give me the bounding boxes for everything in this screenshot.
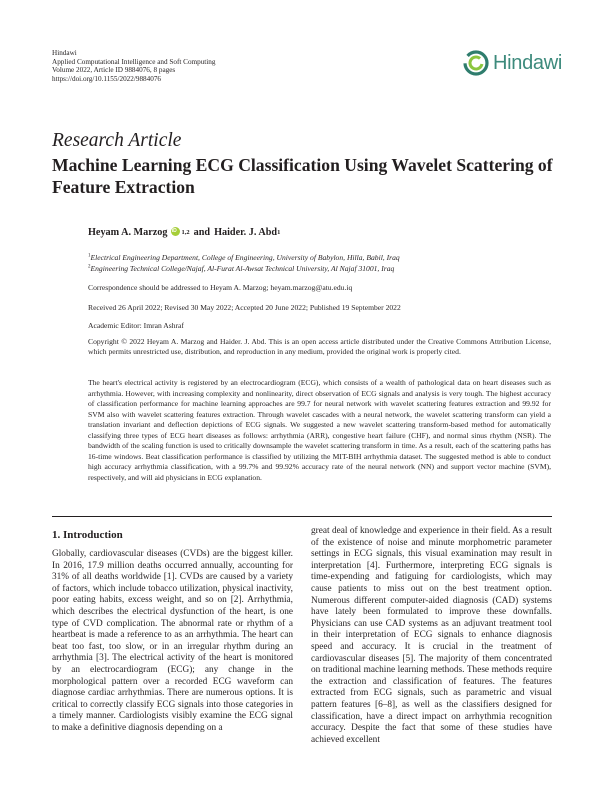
hindawi-rings-logo-icon (462, 49, 490, 77)
author-name: Heyam A. Marzog (88, 227, 168, 238)
correspondence: Correspondence should be addressed to Heyam A. Marzog; heyam.marzog@atu.edu.iq (88, 283, 353, 292)
paper-title: Machine Learning ECG Classification Using Wavelet Scattering of Feature Extraction (52, 155, 553, 197)
section-heading: 1. Introduction (52, 529, 123, 541)
affiliation-mark: 1 (88, 253, 91, 259)
logo-wordmark: Hindawi (493, 51, 563, 74)
author-name: Haider. J. Abd (214, 227, 278, 238)
hindawi-logo (462, 49, 562, 77)
author-list (88, 227, 280, 238)
author-connector: and (193, 227, 211, 238)
publisher-name: Hindawi (52, 49, 77, 57)
orcid-icon[interactable] (171, 227, 180, 236)
affiliation (88, 264, 394, 273)
affiliation-mark: 2 (88, 264, 91, 270)
section-divider (52, 516, 552, 517)
copyright-notice: Copyright © 2022 Heyam A. Marzog and Haider. J. Abd. This is an open access article distributed under the Creative Commons Attribution License, which permits unrestricted use, distribution, and reproduction in any medium, provided the original work is properly cited. (88, 337, 551, 357)
journal-name: Applied Computational Intelligence and Soft Computing (52, 57, 216, 66)
author-affiliation-mark: 1 (277, 229, 281, 236)
affiliation (88, 253, 400, 262)
doi-link[interactable]: https://doi.org/10.1155/2022/9884076 (52, 74, 162, 83)
affiliation-text: Engineering Technical College/Najaf, Al-Furat Al-Awsat Technical University, Al Najaf 31001, Iraq (90, 264, 395, 273)
body-text-right-column: great deal of knowledge and experience in their field. As a result of the existence of noise and minute morphometric parameter settings in ECG signals, this visual examination may result in interpretation [4]. Furthermore, interpreting ECG signals is time-expending and fatiguing for cardiologists, which may cause patients to miss out on the best treatment option. Numerous different computer-aided diagnosis (CAD) systems have lately been formulated to improve these downfalls. Physicians can use CAD systems as an adjuvant treatment tool in their interpretation of ECG signals to enhance diagnosis speed and accuracy. It is crucial in the treatment of cardiovascular diseases [5]. The majority of them concentrated on traditional machine learning methods. These methods require the extraction and classification of features. The features extracted from ECG signals, such as parametric and visual pattern features [6–8], as well as the classifiers designed for classification, have a direct impact on arrhythmia recognition accuracy. Despite the fact that some of these studies have achieved excellent (311, 526, 552, 745)
publication-dates: Received 26 April 2022; Revised 30 May 2022; Accepted 20 June 2022; Published 19 September 2022 (88, 303, 401, 312)
article-type: Research Article (52, 130, 182, 151)
journal-header (52, 49, 216, 83)
volume-line: Volume 2022, Article ID 9884076, 8 pages (52, 66, 176, 75)
academic-editor: Academic Editor: Imran Ashraf (88, 321, 184, 330)
author-affiliation-mark: 1,2 (181, 229, 190, 236)
abstract: The heart's electrical activity is registered by an electrocardiogram (ECG), which consists of a wealth of pathological data on heart diseases such as arrhythmia. However, with increasing complexity and nonlinearity, direct observation of ECG signals and analysis is very tough. The highest accuracy of classification performance for machine learning approaches are 99.7 for neural network with wavelet scattering features extraction and 99.92 for SVM also with wavelet scattering features extraction. Through wavelet cascades with a neural network, the wavelet scattering transform can yield a translation invariant and deflection depictions of ECG signals. We suggested a new wavelet scattering transform-based method for automatically classifying three types of ECG heart diseases as follows: arrhythmia (ARR), congestive heart failure (CHF), and normal sinus rhythm (NSR). The bandwidth of the scaling function is used to critically downsample the wavelet scattering transform in time. As a result, each of the scattering paths has 16-time windows. Beat classification performance is classified by utilizing the MIT-BIH arrhythmia dataset. The suggested method is able to conduct high accuracy arrhythmia classification, with a 99.7% and 99.92% accuracy rate of the neural network (NN) and support vector machine (SVM), respectively, and will aid physicians in ECG explanation. (88, 378, 551, 482)
affiliation-text: Electrical Engineering Department, College of Engineering, University of Babylon, Hilla, Babil, Iraq (90, 253, 400, 262)
body-text-left-column: Globally, cardiovascular diseases (CVDs) are the biggest killer. In 2016, 17.9 million deaths occurred annually, accounting for 31% of all deaths worldwide [1]. CVDs are caused by a variety of factors, which include tobacco utilization, physical inactivity, poor eating habits, excess weight, and so on [2]. Arrhythmia, which describes the electrical dysfunction of the heart, is one type of CVD complication. The abnormal rate or rhythm of a heartbeat is made a reference to as an arrhythmia. The heart can beat too fast, too slow, or in an irregular rhythm during an arrhythmia [3]. The electrical activity of the heart is monitored by an electrocardiogram (ECG); any change in the morphological pattern over a recorded ECG waveform can diagnose cardiac arrhythmias. There are numerous options. It is critical to correctly classify ECG signals into those categories in a timely manner. Cardiologists visibly examine the ECG signal to make a definitive diagnosis depending on a (52, 549, 293, 733)
